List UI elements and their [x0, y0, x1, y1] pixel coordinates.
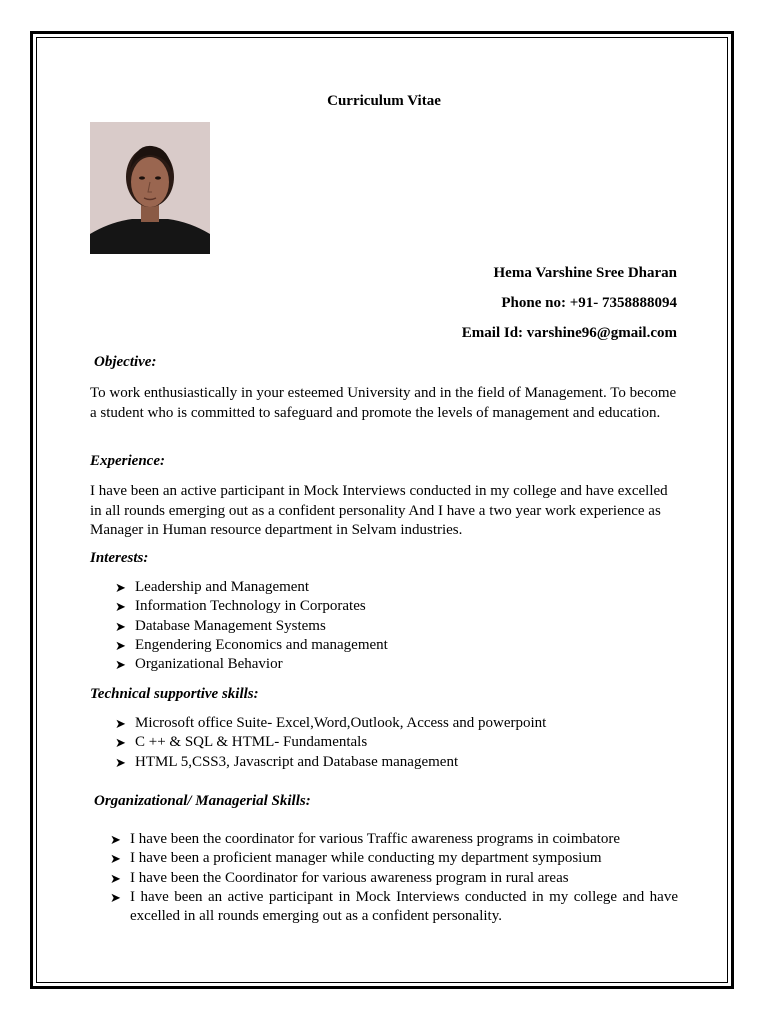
list-item: ➤ I have been an active participant in Mock Interviews conducted in my college and have excelled in all rounds emerging out as a confident personality. [110, 888, 678, 925]
contact-phone: Phone no: +91- 7358888094 [501, 295, 677, 311]
list-item: ➤ HTML 5,CSS3, Javascript and Database management [115, 753, 680, 772]
profile-photo [90, 122, 210, 254]
list-item: ➤ C ++ & SQL & HTML- Fundamentals [115, 733, 680, 752]
contact-email: Email Id: varshine96@gmail.com [461, 325, 677, 341]
list-item: ➤ Organizational Behavior [115, 655, 680, 674]
managerial-skills-heading: Organizational/ Managerial Skills: [94, 793, 311, 809]
experience-heading: Experience: [90, 453, 165, 469]
document-title: Curriculum Vitae [327, 93, 441, 109]
arrowhead-bullet-icon: ➤ [115, 580, 126, 595]
list-item: ➤ Microsoft office Suite- Excel,Word,Outlook, Access and powerpoint [115, 714, 680, 733]
list-item: ➤ I have been a proficient manager while conducting my department symposium [110, 849, 678, 868]
arrowhead-bullet-icon: ➤ [115, 618, 126, 634]
list-item: ➤ Database Management Systems [115, 617, 680, 636]
arrowhead-bullet-icon: ➤ [115, 716, 126, 731]
technical-skills-heading: Technical supportive skills: [90, 686, 259, 702]
objective-heading: Objective: [94, 354, 157, 370]
list-item: ➤ I have been the Coordinator for various awareness program in rural areas [110, 869, 678, 888]
contact-name: Hema Varshine Sree Dharan [493, 265, 677, 281]
arrowhead-bullet-icon: ➤ [115, 735, 126, 751]
arrowhead-bullet-icon: ➤ [110, 851, 121, 867]
arrowhead-bullet-icon: ➤ [115, 637, 126, 653]
interests-list [115, 578, 680, 674]
managerial-skills-list [110, 830, 678, 926]
list-item: ➤ Information Technology in Corporates [115, 597, 680, 616]
arrowhead-bullet-icon: ➤ [115, 754, 126, 770]
arrowhead-bullet-icon: ➤ [110, 870, 121, 886]
arrowhead-bullet-icon: ➤ [110, 889, 121, 905]
arrowhead-bullet-icon: ➤ [115, 599, 126, 615]
list-item: ➤ Engendering Economics and management [115, 636, 680, 655]
technical-skills-list [115, 714, 680, 772]
interests-heading: Interests: [90, 550, 149, 566]
list-item: ➤ I have been the coordinator for various Traffic awareness programs in coimbatore [110, 830, 678, 849]
arrowhead-bullet-icon: ➤ [115, 657, 126, 673]
objective-text: To work enthusiastically in your esteemed University and in the field of Management. To become a student who is committed to safeguard and promote the levels of management and education. [90, 385, 677, 421]
list-item: ➤ Leadership and Management [115, 578, 680, 597]
experience-text: I have been an active participant in Mock Interviews conducted in my college and have excelled in all rounds emerging out as a confident personality And I have a two year work experience as Manager in Human resource department in Selvam industries. [90, 483, 668, 538]
arrowhead-bullet-icon: ➤ [110, 832, 121, 847]
